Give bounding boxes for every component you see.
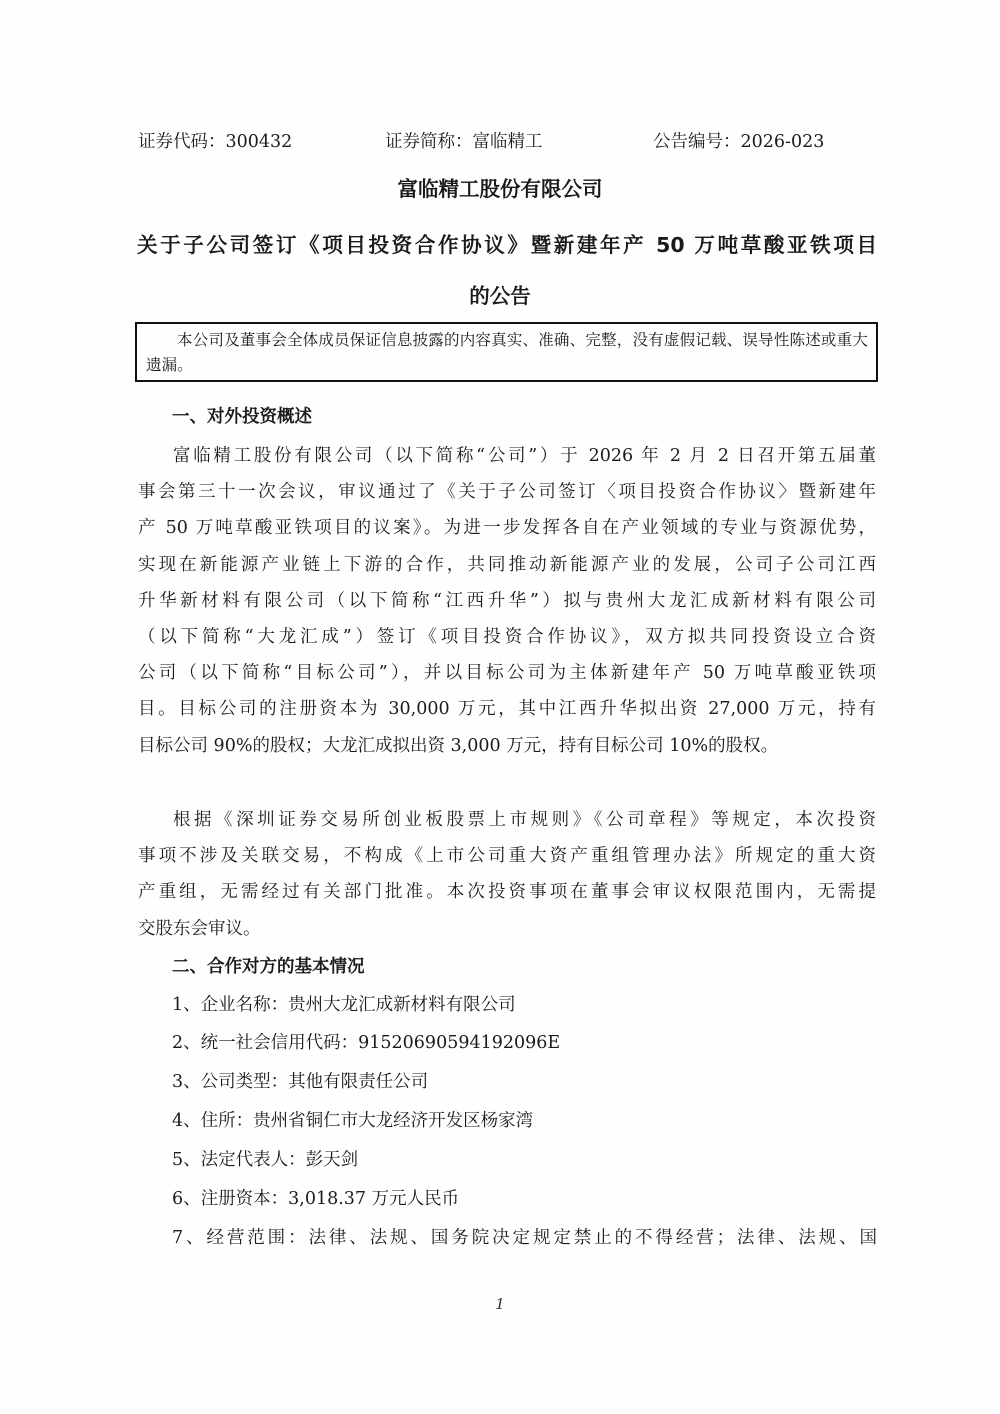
counterparty-credit-code: 2、统一社会信用代码：91520690594192096E (172, 1033, 561, 1053)
disclosure-notice-text: 本公司及董事会全体成员保证信息披露的内容真实、准确、完整，没有虚假记载、误导性陈述或重大遗漏。 (146, 331, 868, 374)
counterparty-address: 4、住所：贵州省铜仁市大龙经济开发区杨家湾 (172, 1111, 534, 1131)
announcement-title-line-1: 关于子公司签订《项目投资合作协议》暨新建年产 50 万吨草酸亚铁项目 (137, 233, 877, 257)
page-number: 1 (495, 1295, 505, 1313)
securities-abbreviation: 证券简称：富临精工 (385, 132, 543, 152)
counterparty-legal-representative: 5、法定代表人：彭天剑 (172, 1150, 359, 1170)
paragraph-line: 目。目标公司的注册资本为 30,000 万元，其中江西升华拟出资 27,000 万元，持有 (138, 699, 876, 720)
paragraph-line: 产重组，无需经过有关部门批准。本次投资事项在董事会审议权限范围内，无需提 (138, 882, 876, 903)
counterparty-company-name: 1、企业名称：贵州大龙汇成新材料有限公司 (172, 995, 516, 1015)
paragraph-line: 实现在新能源产业链上下游的合作，共同推动新能源产业的发展，公司子公司江西 (138, 554, 876, 575)
paragraph-line: 产 50 万吨草酸亚铁项目的议案》。为进一步发挥各自在产业领域的专业与资源优势， (138, 518, 876, 539)
counterparty-company-type: 3、公司类型：其他有限责任公司 (172, 1072, 429, 1092)
paragraph-line: 目标公司 90%的股权；大龙汇成拟出资 3,000 万元，持有目标公司 10%的股权。 (138, 735, 779, 756)
securities-code: 证券代码：300432 (138, 132, 293, 152)
company-name-title: 富临精工股份有限公司 (397, 177, 603, 201)
announcement-title-line-2: 的公告 (469, 284, 531, 308)
disclosure-notice-box (135, 322, 878, 382)
paragraph-line: 公司（以下简称“目标公司”），并以目标公司为主体新建年产 50 万吨草酸亚铁项 (138, 663, 876, 684)
section-heading-counterparty-info: 二、合作对方的基本情况 (172, 957, 365, 977)
paragraph-line: 富临精工股份有限公司（以下简称“公司”）于 2026 年 2 月 2 日召开第五届董 (173, 446, 876, 466)
paragraph-investment-overview (138, 438, 876, 764)
paragraph-line: 事会第三十一次会议，审议通过了《关于子公司签订〈项目投资合作协议〉暨新建年 (138, 482, 876, 503)
paragraph-line: 事项不涉及关联交易，不构成《上市公司重大资产重组管理办法》所规定的重大资 (138, 846, 876, 867)
section-heading-investment-overview: 一、对外投资概述 (172, 407, 312, 427)
paragraph-line: 根据《深圳证券交易所创业板股票上市规则》《公司章程》等规定，本次投资 (173, 810, 876, 830)
paragraph-line: （以下简称“大龙汇成”）签订《项目投资合作协议》，双方拟共同投资设立合资 (138, 626, 876, 647)
counterparty-registered-capital: 6、注册资本：3,018.37 万元人民币 (172, 1189, 460, 1209)
counterparty-business-scope: 7、经营范围：法律、法规、国务院决定规定禁止的不得经营；法律、法规、国 (172, 1228, 877, 1248)
announcement-number: 公告编号：2026-023 (653, 132, 825, 152)
paragraph-line: 升华新材料有限公司（以下简称“江西升华”）拟与贵州大龙汇成新材料有限公司 (138, 590, 876, 611)
announcement-header (138, 128, 838, 156)
paragraph-line: 交股东会审议。 (138, 918, 261, 939)
paragraph-regulatory-basis (138, 802, 876, 947)
